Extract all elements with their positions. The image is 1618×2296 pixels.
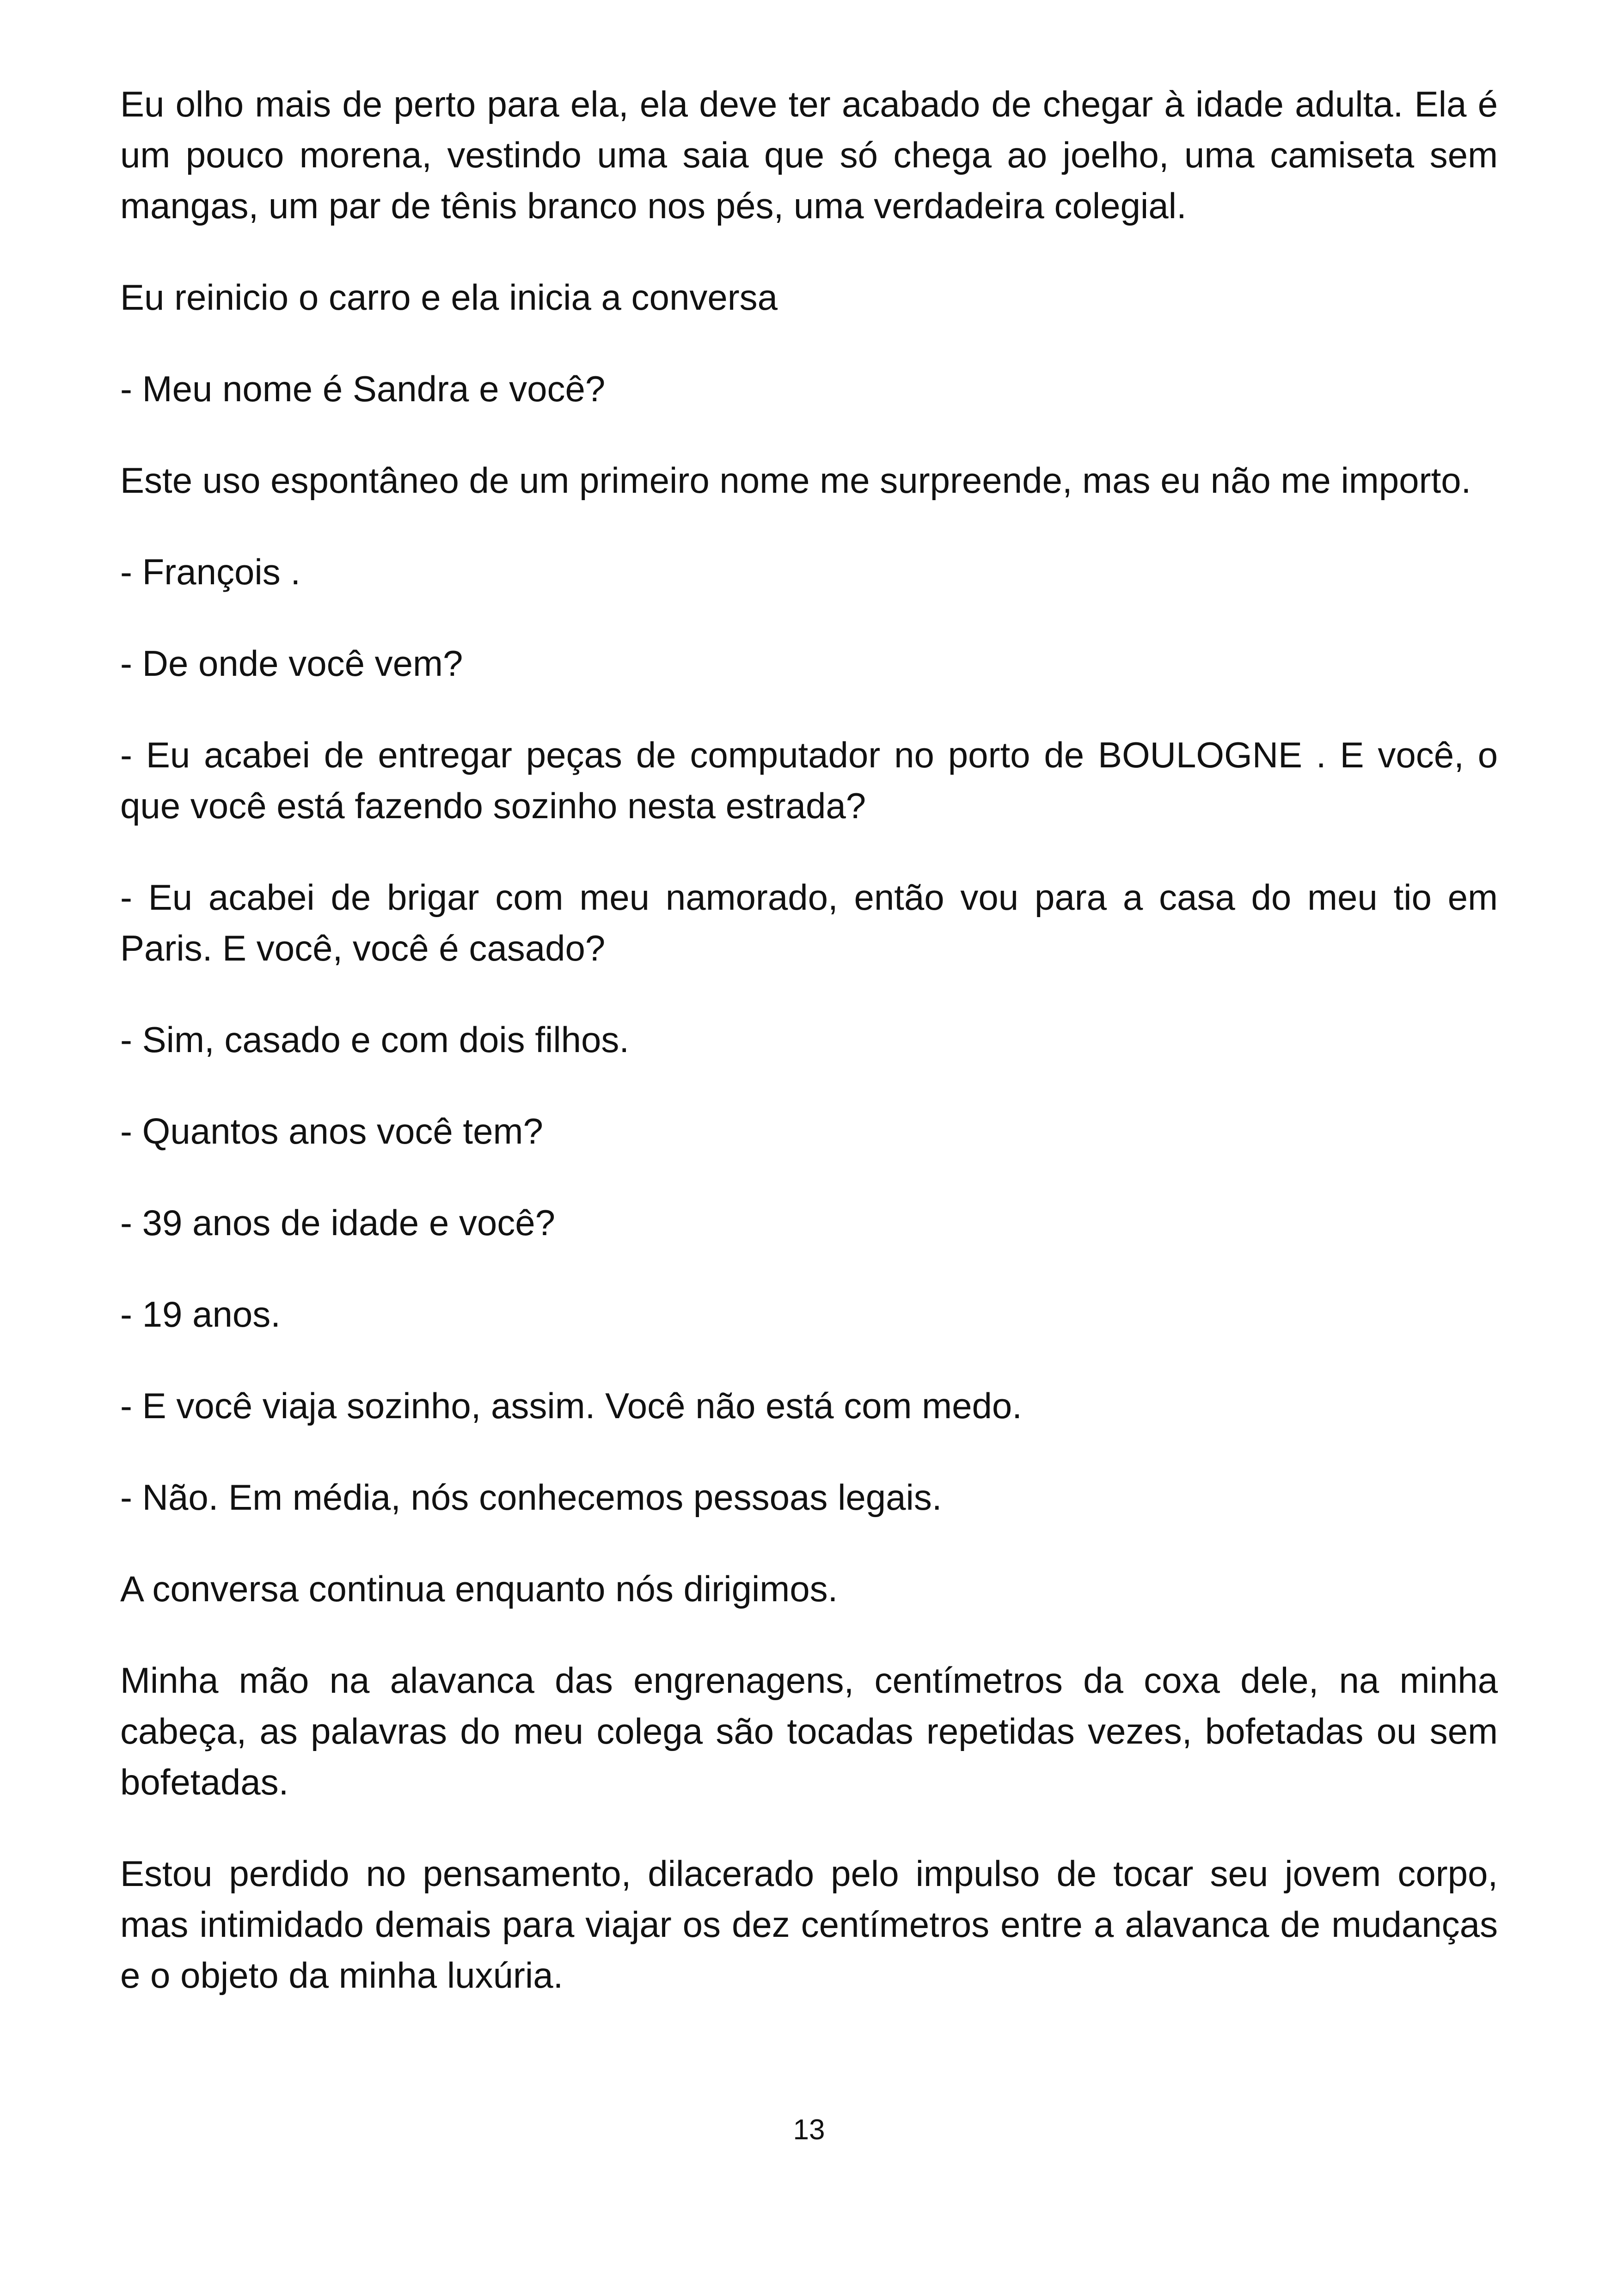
dialogue-line: - Não. Em média, nós conhecemos pessoas legais. xyxy=(120,1477,942,1518)
dialogue-line: - Eu acabei de brigar com meu namorado, então vou para a casa do meu tio em Paris. E você, você é casado? xyxy=(120,877,1498,968)
dialogue-line: - Quantos anos você tem? xyxy=(120,1111,543,1151)
paragraph: Eu reinicio o carro e ela inicia a conversa xyxy=(120,277,778,318)
page-number: 13 xyxy=(793,2114,825,2146)
paragraph: A conversa continua enquanto nós dirigimos. xyxy=(120,1568,838,1609)
dialogue-line: - 39 anos de idade e você? xyxy=(120,1202,556,1243)
dialogue-line: - E você viaja sozinho, assim. Você não está com medo. xyxy=(120,1385,1022,1426)
dialogue-line: - Meu nome é Sandra e você? xyxy=(120,368,606,409)
paragraph: Minha mão na alavanca das engrenagens, centímetros da coxa dele, na minha cabeça, as palavras do meu colega são tocadas repetidas vezes, bofetadas ou sem bofetadas. xyxy=(120,1660,1498,1802)
dialogue-line: - 19 anos. xyxy=(120,1294,281,1335)
dialogue-line: - De onde você vem? xyxy=(120,643,463,684)
dialogue-line: - Eu acabei de entregar peças de computador no porto de BOULOGNE . E você, o que você está fazendo sozinho nesta estrada? xyxy=(120,735,1498,826)
dialogue-line: - Sim, casado e com dois filhos. xyxy=(120,1019,630,1060)
paragraph: Eu olho mais de perto para ela, ela deve ter acabado de chegar à idade adulta. Ela é um pouco morena, vestindo uma saia que só chega ao joelho, uma camiseta sem mangas, um par de tênis branco nos pés, uma verdadeira colegial. xyxy=(120,84,1498,226)
document-body xyxy=(120,79,1498,2041)
dialogue-line: - François . xyxy=(120,551,301,592)
paragraph: Este uso espontâneo de um primeiro nome me surpreende, mas eu não me importo. xyxy=(120,460,1471,501)
paragraph: Estou perdido no pensamento, dilacerado pelo impulso de tocar seu jovem corpo, mas intimidado demais para viajar os dez centímetros entre a alavanca de mudanças e o objeto da minha luxúria. xyxy=(120,1853,1498,1996)
